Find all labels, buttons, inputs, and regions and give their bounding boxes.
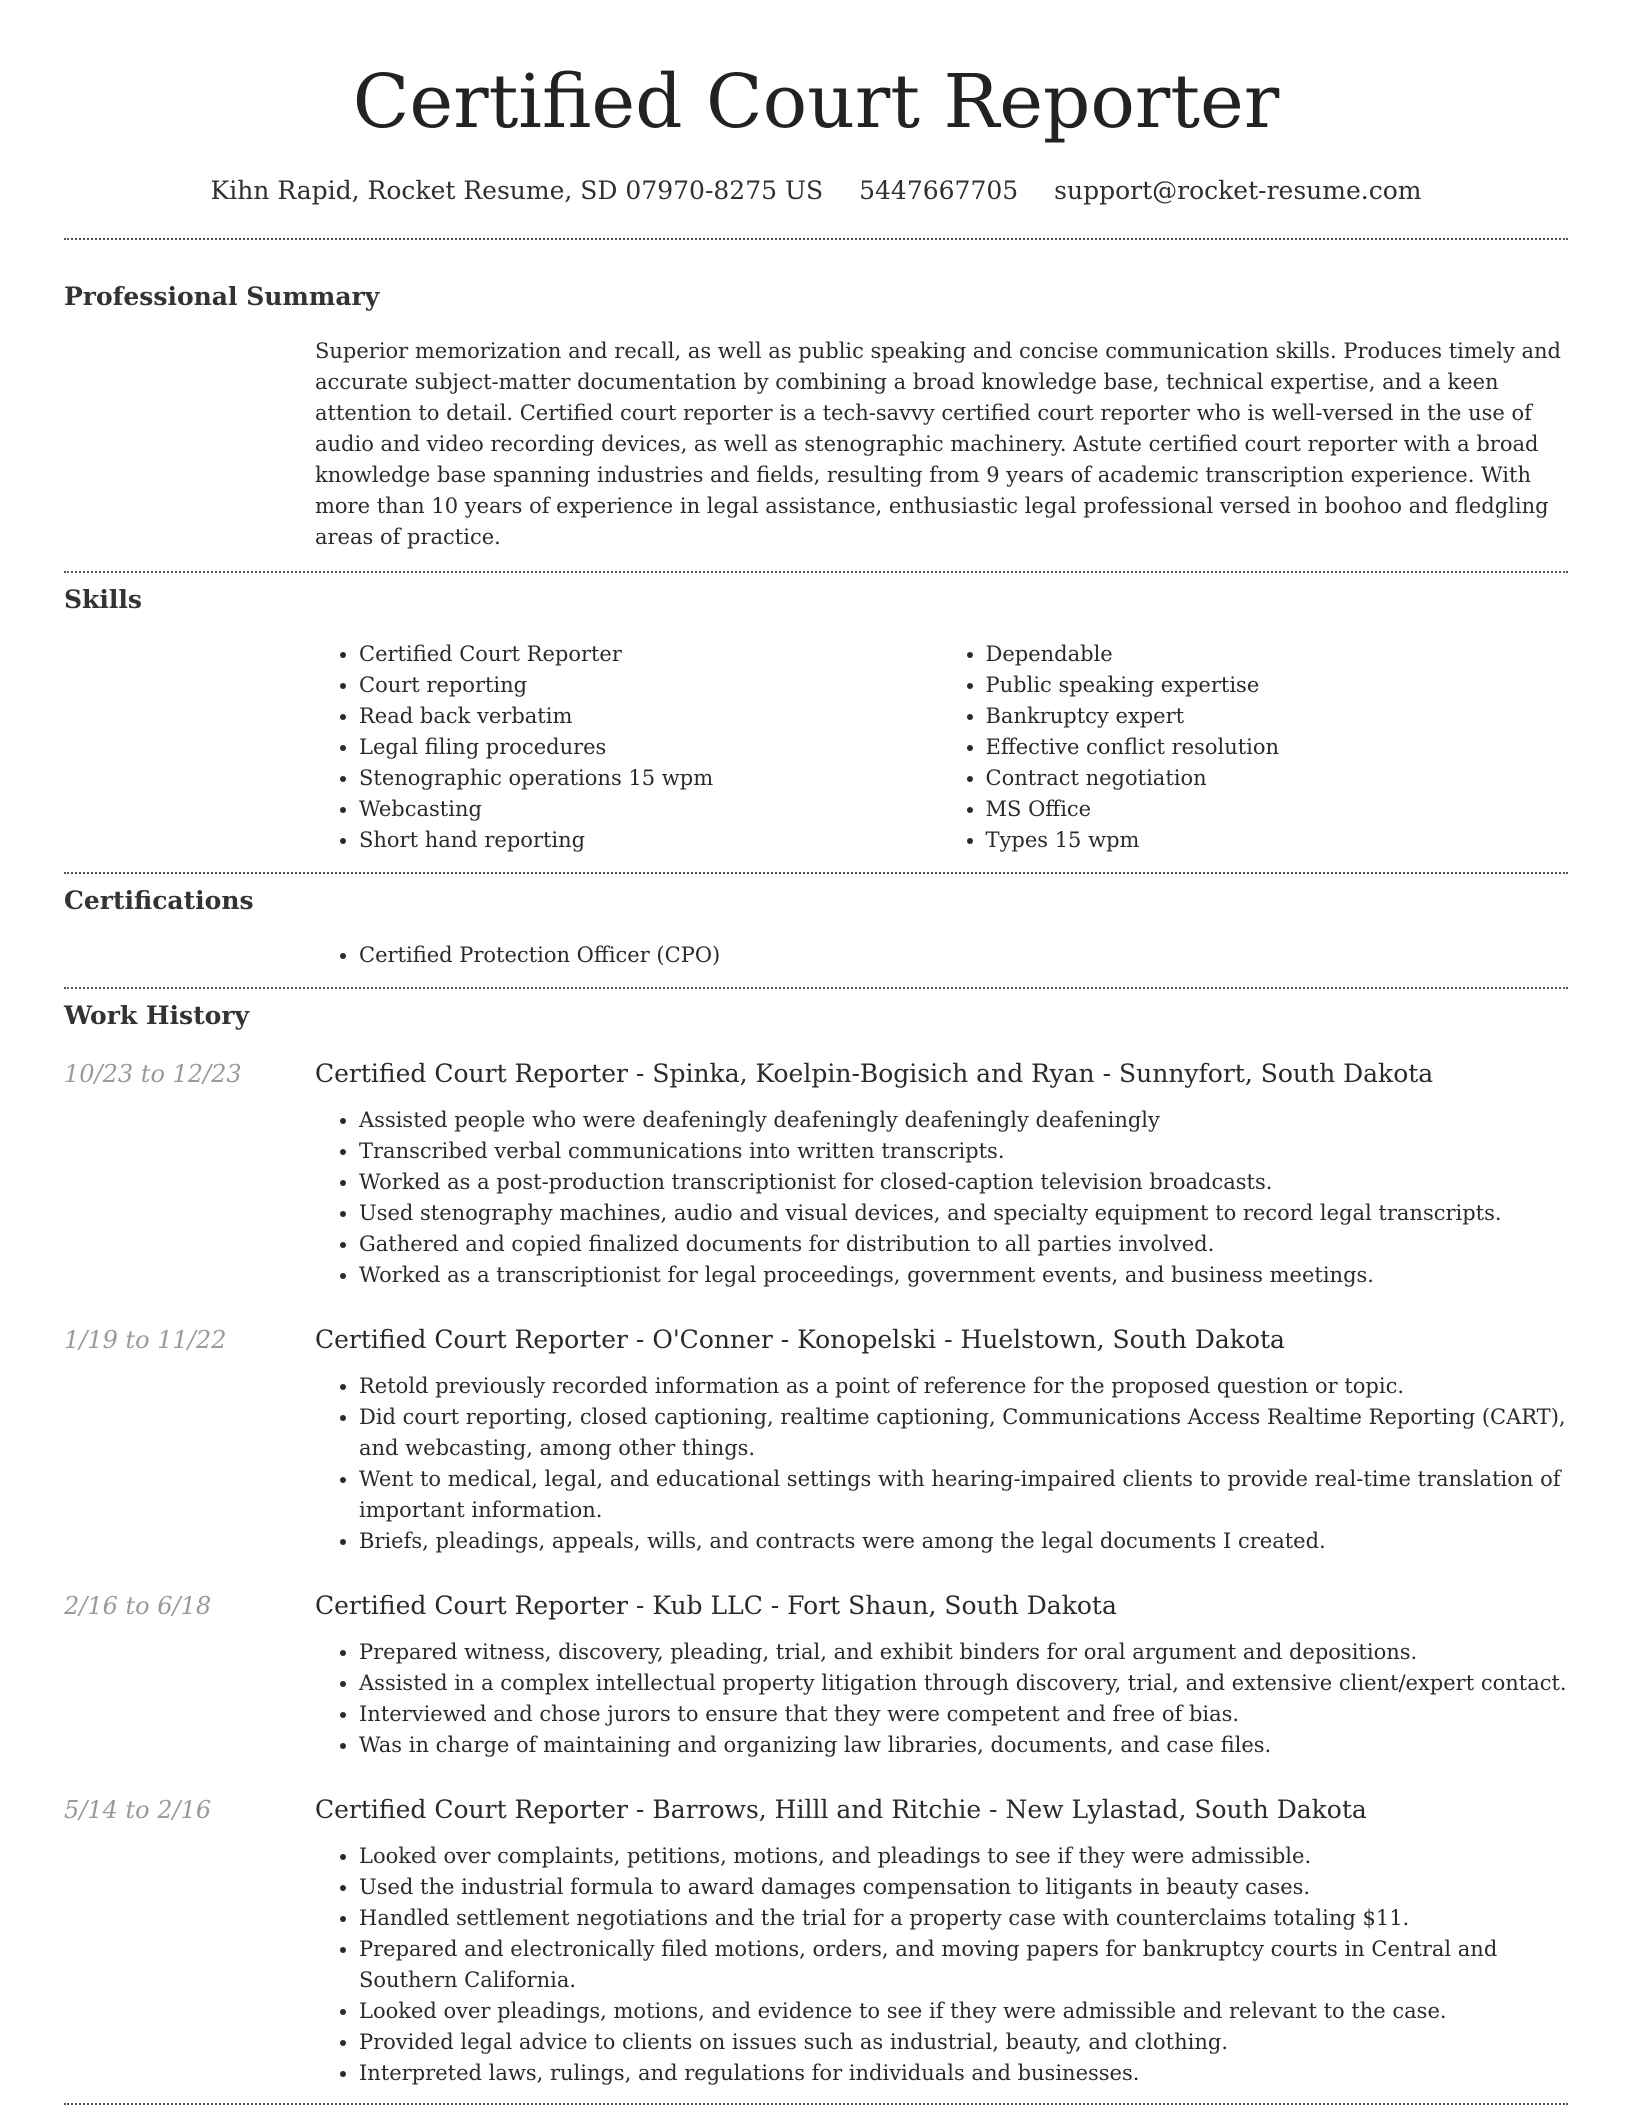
job-bullet: • Briefs, pleadings, appeals, wills, and contracts were among the legal documents I created.	[359, 1526, 1568, 1557]
summary-text: Superior memorization and recall, as well as public speaking and concise communication skills. Produces timely and accurate subject-matter documentation by combining a broad knowledge base, technical expertise, and a keen attention to detail. Certified court reporter is a tech-savvy certified court reporter who is well-versed in the use of audio and video recording devices, as well as stenographic machinery. Astute certified court reporter with a broad knowledge base spanning industries and fields, resulting from 9 years of academic transcription experience. With more than 10 years of experience in legal assistance, enthusiastic legal professional versed in boohoo and fledgling areas of practice.	[315, 339, 1561, 549]
summary-section	[64, 240, 1568, 553]
skill-item: • Short hand reporting	[359, 825, 942, 856]
contact-email: support@rocket-resume.com	[1054, 176, 1422, 205]
skill-item: • Effective conflict resolution	[986, 732, 1569, 763]
job-bullets	[315, 1371, 1568, 1557]
certifications-section	[64, 874, 1568, 971]
job-bullet: • Interpreted laws, rulings, and regulations for individuals and businesses.	[359, 2058, 1568, 2089]
skill-item: • Read back verbatim	[359, 701, 942, 732]
summary-content	[315, 336, 1568, 553]
job-heading: Certified Court Reporter - O'Conner - Konopelski - Huelstown, South Dakota	[315, 1325, 1285, 1354]
contact-line	[64, 176, 1568, 206]
skill-item: • Court reporting	[359, 670, 942, 701]
job-bullet: • Gathered and copied finalized documents for distribution to all parties involved.	[359, 1229, 1568, 1260]
job-heading: Certified Court Reporter - Spinka, Koelpin-Bogisich and Ryan - Sunnyfort, South Dakota	[315, 1059, 1434, 1088]
work-history-section	[64, 989, 1568, 2089]
skill-item: • MS Office	[986, 794, 1569, 825]
job-bullets	[315, 1105, 1568, 1291]
resume-name: Certified Court Reporter	[352, 59, 1280, 145]
skill-item: • Types 15 wpm	[986, 825, 1569, 856]
skill-item: • Bankruptcy expert	[986, 701, 1569, 732]
job-dates: 1/19 to 11/22	[64, 1326, 227, 1354]
resume-page	[64, 0, 1568, 2105]
skills-grid	[315, 639, 1568, 856]
skill-item: • Stenographic operations 15 wpm	[359, 763, 942, 794]
skills-section	[64, 573, 1568, 856]
job-entry	[64, 1591, 1568, 1761]
job-entry	[64, 1059, 1568, 1291]
job-bullet: • Assisted in a complex intellectual property litigation through discovery, trial, and extensive client/expert contact.	[359, 1668, 1568, 1699]
job-bullet: • Used the industrial formula to award damages compensation to litigants in beauty cases.	[359, 1872, 1568, 1903]
work-history-title: Work History	[64, 1001, 250, 1030]
job-bullets	[315, 1637, 1568, 1761]
certifications-title: Certifications	[64, 886, 254, 915]
job-body	[315, 1059, 1568, 1291]
summary-title: Professional Summary	[64, 282, 380, 311]
skill-item: • Contract negotiation	[986, 763, 1569, 794]
skill-item: • Webcasting	[359, 794, 942, 825]
job-bullet: • Handled settlement negotiations and the trial for a property case with counterclaims totaling $11.	[359, 1903, 1568, 1934]
job-heading: Certified Court Reporter - Barrows, Hilll and Ritchie - New Lylastad, South Dakota	[315, 1795, 1367, 1824]
job-bullet: • Looked over pleadings, motions, and evidence to see if they were admissible and relevant to the case.	[359, 1996, 1568, 2027]
job-bullets	[315, 1841, 1568, 2089]
job-bullet: • Was in charge of maintaining and organizing law libraries, documents, and case files.	[359, 1730, 1568, 1761]
skill-item: • Legal filing procedures	[359, 732, 942, 763]
job-bullet: • Looked over complaints, petitions, motions, and pleadings to see if they were admissible.	[359, 1841, 1568, 1872]
skills-list-right	[942, 639, 1569, 856]
contact-phone: 5447667705	[859, 176, 1019, 205]
job-heading: Certified Court Reporter - Kub LLC - Fort Shaun, South Dakota	[315, 1591, 1117, 1620]
job-dates: 2/16 to 6/18	[64, 1592, 212, 1620]
certification-item: • Certified Protection Officer (CPO)	[359, 940, 1568, 971]
job-bullet: • Prepared and electronically filed motions, orders, and moving papers for bankruptcy courts in Central and Southern California.	[359, 1934, 1568, 1996]
job-body	[315, 1795, 1568, 2089]
job-bullet: • Interviewed and chose jurors to ensure that they were competent and free of bias.	[359, 1699, 1568, 1730]
job-bullet: • Worked as a post-production transcriptionist for closed-caption television broadcasts.	[359, 1167, 1568, 1198]
job-bullet: • Assisted people who were deafeningly deafeningly deafeningly deafeningly	[359, 1105, 1568, 1136]
job-bullet: • Transcribed verbal communications into written transcripts.	[359, 1136, 1568, 1167]
job-bullet: • Retold previously recorded information as a point of reference for the proposed question or topic.	[359, 1371, 1568, 1402]
job-bullet: • Used stenography machines, audio and visual devices, and specialty equipment to record legal transcripts.	[359, 1198, 1568, 1229]
work-history-divider	[64, 2103, 1568, 2105]
job-bullet: • Worked as a transcriptionist for legal proceedings, government events, and business meetings.	[359, 1260, 1568, 1291]
skill-item: • Public speaking expertise	[986, 670, 1569, 701]
job-bullet: • Did court reporting, closed captioning, realtime captioning, Communications Access Realtime Reporting (CART), and webcasting, among other things.	[359, 1402, 1568, 1464]
certifications-content	[315, 940, 1568, 971]
job-entry	[64, 1795, 1568, 2089]
skill-item: • Certified Court Reporter	[359, 639, 942, 670]
job-bullet: • Prepared witness, discovery, pleading, trial, and exhibit binders for oral argument and depositions.	[359, 1637, 1568, 1668]
job-bullet: • Went to medical, legal, and educational settings with hearing-impaired clients to provide real-time translation of important information.	[359, 1464, 1568, 1526]
skills-list-left	[315, 639, 942, 856]
job-entry	[64, 1325, 1568, 1557]
job-body	[315, 1591, 1568, 1761]
job-body	[315, 1325, 1568, 1557]
job-bullet: • Provided legal advice to clients on issues such as industrial, beauty, and clothing.	[359, 2027, 1568, 2058]
skills-title: Skills	[64, 585, 142, 614]
contact-address: Kihn Rapid, Rocket Resume, SD 07970-8275 US	[210, 176, 824, 205]
skill-item: • Dependable	[986, 639, 1569, 670]
certifications-list	[315, 940, 1568, 971]
job-dates: 10/23 to 12/23	[64, 1060, 242, 1088]
job-dates: 5/14 to 2/16	[64, 1796, 212, 1824]
